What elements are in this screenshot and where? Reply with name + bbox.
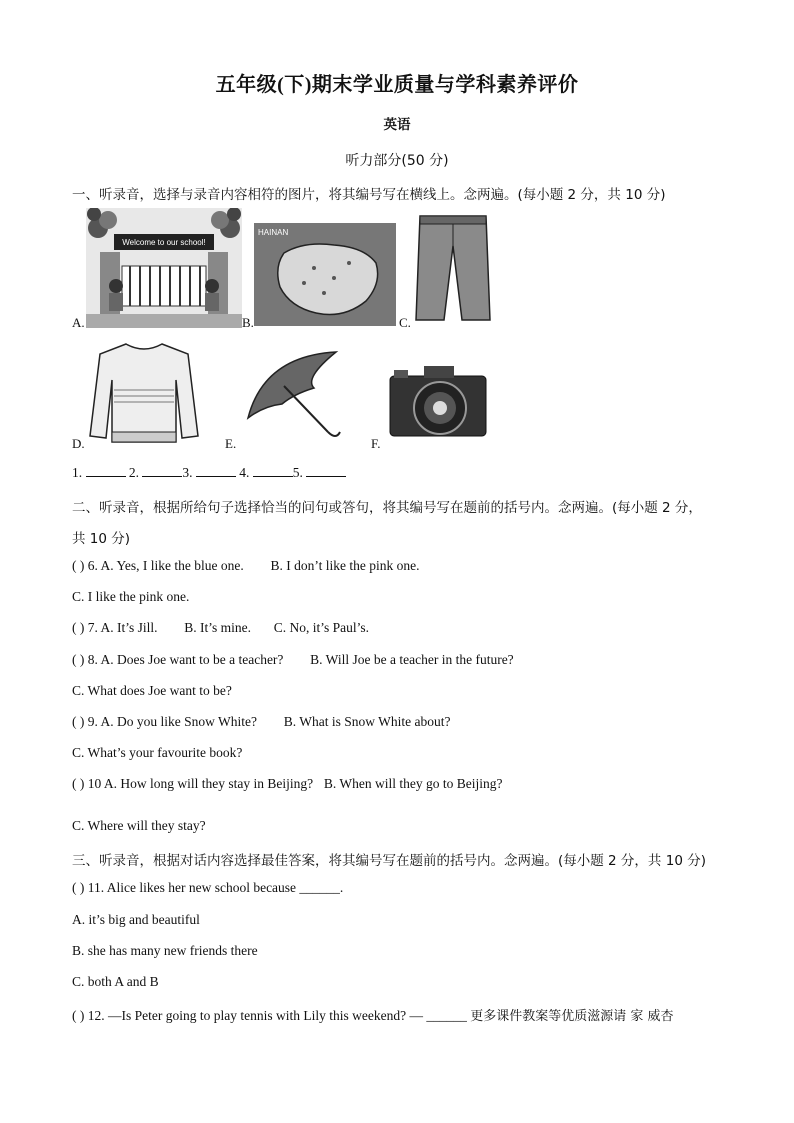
map-title: HAINAN: [258, 228, 289, 237]
q7-option-b: B. It’s mine.: [184, 620, 252, 635]
question-12-stem: ( ) 12. —Is Peter going to play tennis with Lily this weekend? — ______: [72, 1008, 467, 1023]
question-6: [72, 558, 419, 574]
question-10: [72, 776, 502, 792]
label-c: C.: [399, 315, 411, 330]
question-7: [72, 620, 369, 636]
exam-title: 五年级(下)期末学业质量与学科素养评价: [215, 74, 579, 96]
question-11-stem: ( ) 11. Alice likes her new school because ______.: [72, 880, 344, 895]
umbrella-image: [244, 348, 346, 443]
blank-label-5: 5.: [292, 465, 303, 480]
label-b: B.: [242, 315, 254, 330]
answer-blank-4[interactable]: [253, 464, 293, 477]
q8-option-b: B. Will Joe be a teacher in the future?: [310, 652, 514, 667]
part1-instruction: 一、听录音，选择与录音内容相符的图片，将其编号写在横线上。念两遍。(每小题 2 分，共 10 分): [72, 187, 666, 203]
q6-option-a: ( ) 6. A. Yes, I like the blue one.: [72, 558, 244, 573]
label-f: F.: [371, 436, 381, 451]
q8-option-c: C. What does Joe want to be?: [72, 683, 232, 698]
question-12-watermark-tail: 更多课件教案等优质滋源请 家 威杏: [470, 1009, 674, 1024]
blank-label-2: 2.: [128, 465, 139, 480]
blank-label-4: 4.: [239, 465, 250, 480]
answer-blank-3[interactable]: [196, 464, 236, 477]
label-a: A.: [72, 315, 85, 330]
q7-option-c: C. No, it’s Paul’s.: [273, 620, 370, 635]
q6-option-b: B. I don’t like the pink one.: [270, 558, 420, 573]
q11-option-c: C. both A and B: [72, 974, 159, 989]
subject-title: 英语: [383, 117, 411, 133]
camera-image: [388, 362, 488, 444]
part2-instruction-line2: 共 10 分): [72, 531, 131, 547]
q7-option-a: ( ) 7. A. It’s Jill.: [72, 620, 158, 635]
q11-option-b: B. she has many new friends there: [72, 943, 258, 958]
q9-option-c: C. What’s your favourite book?: [72, 745, 243, 760]
q6-option-c: C. I like the pink one.: [72, 589, 190, 604]
q10-option-c: C. Where will they stay?: [72, 818, 206, 833]
part2-instruction-line1: 二、听录音，根据所给句子选择恰当的问句或答句，将其编号写在题前的括号内。念两遍。(每小题 2 分，: [72, 500, 702, 516]
hainan-map-image: [254, 223, 396, 326]
part3-instruction: 三、听录音，根据对话内容选择最佳答案，将其编号写在题前的括号内。念两遍。(每小题 2 分，共 10 分): [72, 853, 706, 869]
label-e: E.: [225, 436, 237, 451]
blank-label-1: 1.: [72, 465, 83, 480]
q9-option-b: B. What is Snow White about?: [283, 714, 451, 729]
section-title: 听力部分(50 分): [345, 153, 449, 169]
school-gate-image: [86, 208, 242, 328]
q10-option-b: B. When will they go to Beijing?: [323, 776, 503, 791]
label-d: D.: [72, 436, 85, 451]
question-8: [72, 652, 514, 668]
q10-option-a: ( ) 10 A. How long will they stay in Beijing?: [72, 776, 314, 791]
answer-blank-2[interactable]: [142, 464, 182, 477]
sign-text: Welcome to our school!: [122, 238, 206, 247]
question-9: [72, 714, 450, 730]
answer-blank-1[interactable]: [86, 464, 126, 477]
trousers-image: [414, 212, 492, 324]
q8-option-a: ( ) 8. A. Does Joe want to be a teacher?: [72, 652, 284, 667]
answer-blank-5[interactable]: [306, 464, 346, 477]
sweater-image: [88, 340, 200, 446]
q9-option-a: ( ) 9. A. Do you like Snow White?: [72, 714, 257, 729]
blank-label-3: 3.: [182, 465, 193, 480]
question-12: [72, 1005, 673, 1024]
part1-blanks: [72, 464, 346, 481]
q11-option-a: A. it’s big and beautiful: [72, 912, 200, 927]
